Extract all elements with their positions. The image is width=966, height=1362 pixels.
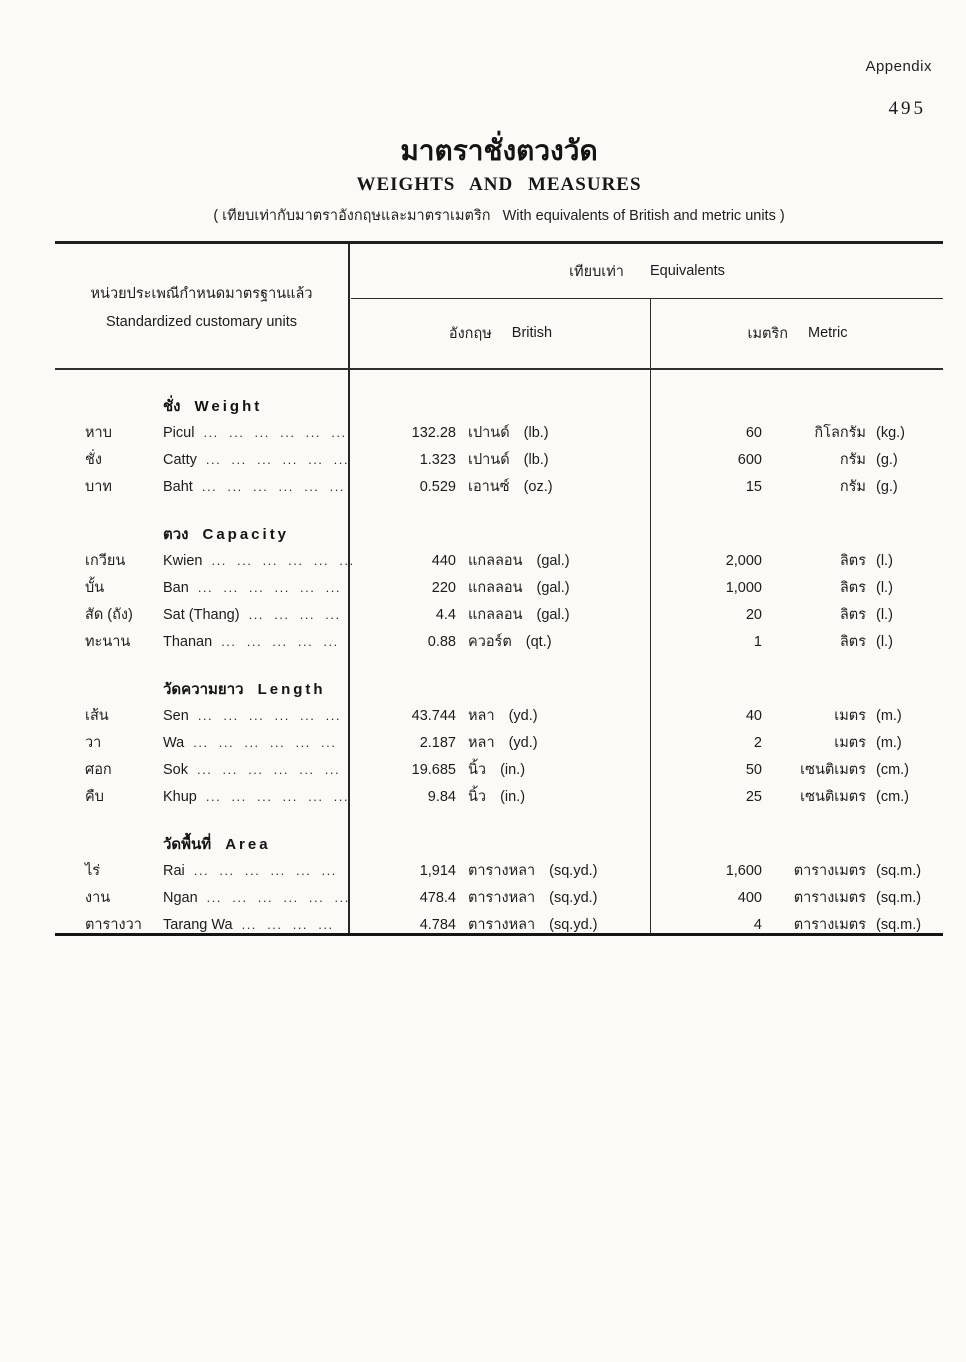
section-capacity xyxy=(55,520,943,655)
dot-leader: ... ... ... ... ... ... xyxy=(197,762,341,777)
british-unit-abbr: (lb.) xyxy=(523,424,549,441)
british-unit-abbr: (gal.) xyxy=(536,579,570,596)
section-heading xyxy=(55,832,271,856)
section-weight xyxy=(55,392,943,500)
dot-leader: ... ... ... ... xyxy=(241,917,334,932)
british-value: 220 xyxy=(431,579,456,596)
unit-english-name: Thanan xyxy=(163,633,213,650)
british-unit-abbr: (sq.yd.) xyxy=(549,889,598,906)
british-unit-thai: แกลลอน xyxy=(468,580,523,596)
dot-leader: ... ... ... ... ... ... xyxy=(197,580,341,595)
table-row xyxy=(55,729,943,756)
metric-unit-abbr: (l.) xyxy=(876,606,893,623)
dot-leader: ... ... ... ... ... ... xyxy=(206,890,350,905)
unit-thai-name: ชั่ง xyxy=(85,452,102,468)
unit-english-name: Tarang Wa xyxy=(163,916,233,933)
unit-thai-name: ศอก xyxy=(85,762,112,778)
unit-english-name: Rai xyxy=(163,862,185,879)
metric-value: 4 xyxy=(753,916,762,933)
header-british-english: British xyxy=(511,325,553,341)
table-row xyxy=(55,547,943,574)
metric-value: 600 xyxy=(737,451,762,468)
british-unit-abbr: (gal.) xyxy=(536,606,570,623)
header-metric-english: Metric xyxy=(808,325,848,341)
british-unit-abbr: (qt.) xyxy=(525,633,552,650)
dot-leader: ... ... ... ... ... ... xyxy=(193,863,337,878)
unit-thai-name: ตารางวา xyxy=(85,917,142,933)
section-length xyxy=(55,675,943,810)
british-unit-thai: เอานซ์ xyxy=(468,479,510,495)
dot-leader: ... ... ... ... ... ... xyxy=(201,479,345,494)
section-heading-english: Weight xyxy=(194,397,263,415)
unit-thai-name: สัด (ถัง) xyxy=(85,607,133,623)
british-value: 478.4 xyxy=(419,889,456,906)
british-value: 1.323 xyxy=(419,451,456,468)
unit-thai-name: คืบ xyxy=(85,789,104,805)
table-row xyxy=(55,857,943,884)
header-british-column xyxy=(351,298,650,368)
metric-value: 1,600 xyxy=(725,862,762,879)
metric-unit-thai: ตารางเมตร xyxy=(793,863,866,879)
metric-unit-abbr: (kg.) xyxy=(876,424,905,441)
metric-unit-thai: ลิตร xyxy=(839,634,866,650)
section-heading-row xyxy=(55,392,943,419)
metric-unit-thai: เมตร xyxy=(834,735,866,751)
unit-thai-name: บั้น xyxy=(85,580,105,596)
british-unit-abbr: (gal.) xyxy=(536,552,570,569)
metric-unit-thai: กรัม xyxy=(839,452,866,468)
metric-unit-abbr: (cm.) xyxy=(876,788,910,805)
metric-value: 25 xyxy=(745,788,762,805)
metric-unit-thai: เมตร xyxy=(834,708,866,724)
metric-value: 20 xyxy=(745,606,762,623)
metric-value: 400 xyxy=(737,889,762,906)
british-unit-thai: เปานด์ xyxy=(468,425,510,441)
section-heading-thai: วัดพื้นที่ xyxy=(163,835,212,853)
british-unit-thai: ตารางหลา xyxy=(468,890,536,906)
british-value: 0.529 xyxy=(419,478,456,495)
metric-unit-abbr: (sq.m.) xyxy=(876,889,922,906)
british-value: 4.4 xyxy=(435,606,456,623)
unit-english-name: Sat (Thang) xyxy=(163,606,240,623)
section-area xyxy=(55,830,943,938)
title-thai: มาตราชั่งตวงวัด xyxy=(400,135,598,166)
british-unit-thai: หลา xyxy=(468,735,495,751)
unit-english-name: Khup xyxy=(163,788,197,805)
british-value: 19.685 xyxy=(411,761,456,778)
metric-unit-abbr: (l.) xyxy=(876,633,893,650)
section-heading-english: Capacity xyxy=(202,525,290,543)
header-customary-thai: หน่วยประเพณีกำหนดมาตรฐานแล้ว xyxy=(90,286,313,302)
header-metric-column xyxy=(652,298,943,368)
metric-value: 1 xyxy=(753,633,762,650)
page-number: 495 xyxy=(888,98,926,119)
unit-english-name: Wa xyxy=(163,734,185,751)
metric-unit-abbr: (g.) xyxy=(876,478,898,495)
section-heading xyxy=(55,394,262,418)
british-value: 2.187 xyxy=(419,734,456,751)
unit-english-name: Catty xyxy=(163,451,197,468)
dot-leader: ... ... ... ... xyxy=(248,607,341,622)
british-value: 4.784 xyxy=(419,916,456,933)
unit-thai-name: หาบ xyxy=(85,425,112,441)
british-value: 1,914 xyxy=(419,862,456,879)
british-unit-abbr: (yd.) xyxy=(508,734,538,751)
british-unit-abbr: (lb.) xyxy=(523,451,549,468)
unit-english-name: Ban xyxy=(163,579,189,596)
metric-unit-abbr: (sq.m.) xyxy=(876,862,922,879)
british-unit-thai: ควอร์ต xyxy=(468,634,512,650)
table-row xyxy=(55,884,943,911)
table-row xyxy=(55,473,943,500)
unit-english-name: Sok xyxy=(163,761,188,778)
metric-unit-abbr: (sq.m.) xyxy=(876,916,922,933)
header-metric-thai: เมตริก xyxy=(747,325,788,342)
metric-value: 40 xyxy=(745,707,762,724)
british-unit-thai: หลา xyxy=(468,708,495,724)
section-heading-english: Area xyxy=(225,835,271,853)
british-unit-thai: แกลลอน xyxy=(468,607,523,623)
metric-unit-thai: ตารางเมตร xyxy=(793,890,866,906)
header-customary-units xyxy=(55,244,348,368)
metric-value: 50 xyxy=(745,761,762,778)
header-british-thai: อังกฤษ xyxy=(448,325,492,342)
british-value: 132.28 xyxy=(411,424,456,441)
unit-english-name: Kwien xyxy=(163,552,203,569)
dot-leader: ... ... ... ... ... xyxy=(221,634,339,649)
british-unit-abbr: (oz.) xyxy=(523,478,553,495)
dot-leader: ... ... ... ... ... ... xyxy=(203,425,347,440)
metric-value: 2,000 xyxy=(725,552,762,569)
title-block xyxy=(55,134,943,227)
header-equivalents-english: Equivalents xyxy=(649,263,725,279)
dot-leader: ... ... ... ... ... ... xyxy=(205,452,349,467)
unit-thai-name: ทะนาน xyxy=(85,634,131,650)
table-row xyxy=(55,419,943,446)
table-row xyxy=(55,911,943,938)
unit-thai-name: เกวียน xyxy=(85,553,126,569)
table-row xyxy=(55,574,943,601)
dot-leader: ... ... ... ... ... ... xyxy=(193,735,337,750)
metric-unit-thai: ลิตร xyxy=(839,580,866,596)
british-unit-thai: แกลลอน xyxy=(468,553,523,569)
metric-unit-thai: กิโลกรัม xyxy=(814,425,866,441)
metric-unit-thai: กรัม xyxy=(839,479,866,495)
section-heading-english: Length xyxy=(257,680,326,698)
unit-thai-name: ไร่ xyxy=(85,863,101,879)
unit-thai-name: เส้น xyxy=(85,708,109,724)
british-unit-thai: ตารางหลา xyxy=(468,917,536,933)
unit-thai-name: บาท xyxy=(85,479,112,495)
unit-thai-name: วา xyxy=(85,735,102,751)
title-subtitle: ( เทียบเท่ากับมาตราอังกฤษและมาตราเมตริก With equivalents of British and metric units ) xyxy=(213,207,785,224)
table-row xyxy=(55,601,943,628)
section-heading-row xyxy=(55,520,943,547)
table-body xyxy=(55,370,943,933)
table-row xyxy=(55,702,943,729)
metric-unit-abbr: (l.) xyxy=(876,552,893,569)
metric-value: 1,000 xyxy=(725,579,762,596)
metric-unit-thai: ตารางเมตร xyxy=(793,917,866,933)
section-heading-row xyxy=(55,675,943,702)
table-row xyxy=(55,756,943,783)
table-row xyxy=(55,446,943,473)
metric-unit-thai: เซนติเมตร xyxy=(800,762,866,778)
metric-unit-abbr: (l.) xyxy=(876,579,893,596)
header-equivalents-thai: เทียบเท่า xyxy=(569,263,624,280)
title-english: WEIGHTS AND MEASURES xyxy=(356,173,642,195)
british-value: 43.744 xyxy=(411,707,456,724)
british-value: 440 xyxy=(431,552,456,569)
metric-unit-abbr: (m.) xyxy=(876,707,902,724)
british-unit-abbr: (sq.yd.) xyxy=(549,916,598,933)
table-row xyxy=(55,628,943,655)
metric-value: 60 xyxy=(745,424,762,441)
british-unit-abbr: (yd.) xyxy=(508,707,538,724)
section-heading-row xyxy=(55,830,943,857)
header-equivalents xyxy=(351,244,943,298)
british-unit-thai: ตารางหลา xyxy=(468,863,536,879)
british-value: 0.88 xyxy=(427,633,456,650)
table-row xyxy=(55,783,943,810)
british-value: 9.84 xyxy=(427,788,456,805)
metric-unit-thai: ลิตร xyxy=(839,553,866,569)
british-unit-abbr: (in.) xyxy=(500,788,526,805)
unit-thai-name: งาน xyxy=(85,890,111,906)
section-heading-thai: ชั่ง xyxy=(163,397,181,415)
unit-english-name: Sen xyxy=(163,707,189,724)
weights-measures-table xyxy=(55,241,943,936)
appendix-label: Appendix xyxy=(865,58,932,75)
british-unit-abbr: (sq.yd.) xyxy=(549,862,598,879)
header-customary-english: Standardized customary units xyxy=(105,314,297,330)
metric-value: 15 xyxy=(745,478,762,495)
unit-english-name: Picul xyxy=(163,424,195,441)
unit-english-name: Ngan xyxy=(163,889,198,906)
section-heading-thai: วัดความยาว xyxy=(163,680,244,698)
metric-unit-abbr: (m.) xyxy=(876,734,902,751)
metric-unit-thai: เซนติเมตร xyxy=(800,789,866,805)
metric-value: 2 xyxy=(753,734,762,751)
dot-leader: ... ... ... ... ... ... xyxy=(197,708,341,723)
british-unit-thai: นิ้ว xyxy=(468,789,487,805)
dot-leader: ... ... ... ... ... ... xyxy=(211,553,355,568)
metric-unit-abbr: (cm.) xyxy=(876,761,910,778)
british-unit-thai: เปานด์ xyxy=(468,452,510,468)
unit-english-name: Baht xyxy=(163,478,193,495)
british-unit-thai: นิ้ว xyxy=(468,762,487,778)
metric-unit-thai: ลิตร xyxy=(839,607,866,623)
metric-unit-abbr: (g.) xyxy=(876,451,898,468)
section-heading-thai: ตวง xyxy=(163,525,189,543)
section-heading xyxy=(55,522,289,546)
section-heading xyxy=(55,677,326,701)
british-unit-abbr: (in.) xyxy=(500,761,526,778)
dot-leader: ... ... ... ... ... ... xyxy=(205,789,350,804)
